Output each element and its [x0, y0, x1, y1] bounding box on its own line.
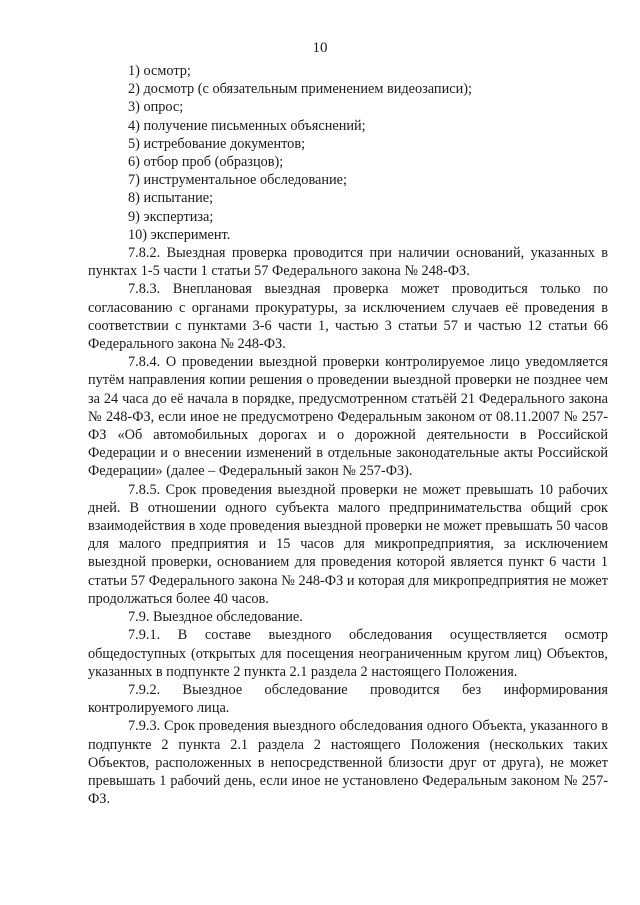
list-item: 6) отбор проб (образцов); [128, 154, 284, 171]
section-heading-7-9: 7.9. Выездное обследование. [128, 609, 303, 626]
inspection-actions-list [88, 62, 608, 244]
list-item: 1) осмотр; [128, 63, 191, 79]
list-item: 5) истребование документов; [128, 135, 306, 152]
paragraph-7-9-1: 7.9.1. В составе выездного обследования осуществляется осмотр общедоступных (открытых для посещения неограниченным кругом лиц) Объектов, указанных в подпункте 2 пункта 2.1 раздела 2 настоящего Положения. [88, 627, 608, 680]
list-item: 7) инструментальное обследование; [128, 172, 347, 189]
paragraph-7-9-2: 7.9.2. Выездное обследование проводится без информирования контролируемого лица. [88, 681, 608, 717]
list-item: 2) досмотр (с обязательным применением видеозаписи); [128, 81, 472, 98]
list-item: 10) эксперимент. [128, 226, 231, 243]
paragraph-7-8-4: 7.8.4. О проведении выездной проверки контролируемое лицо уведомляется путём направления копии решения о проведении выездной проверки не позднее чем за 24 часа до её начала в порядке, предусмотренном статьёй 21 Федерального закона № 248-ФЗ, если иное не предусмотрено Федеральным законом от 08.11.2007 № 257-ФЗ «Об автомобильных дорогах и о дорожной деятельности в Российской Федерации и о внесении изменений в отдельные законодательные акты Российской Федерации» (далее – Федеральный закон № 257-ФЗ). [88, 354, 608, 480]
list-item: 3) опрос; [128, 99, 184, 116]
paragraph-7-8-5: 7.8.5. Срок проведения выездной проверки не может превышать 10 рабочих дней. В отношении одного субъекта малого предпринимательства общий срок взаимодействия в ходе проведения выездной проверки не может превышать 50 часов для малого предприятия и 15 часов для микропредприятия, за исключением выездной проверки, основанием для проведения которой является пункт 6 части 1 статьи 57 Федерального закона № 248-ФЗ и которая для микропредприятия не может продолжаться более 40 часов. [88, 481, 608, 607]
document-body [88, 62, 608, 808]
paragraph-7-8-2: 7.8.2. Выездная проверка проводится при наличии оснований, указанных в пунктах 1-5 части 1 статьи 57 Федерального закона № 248-ФЗ. [88, 245, 608, 280]
page-number: 10 [312, 40, 328, 56]
paragraph-7-8-3: 7.8.3. Внеплановая выездная проверка может проводиться только по согласованию с органами прокуратуры, за исключением случаев её проведения в соответствии с пунктами 3-6 части 1, частью 3 статьи 57 и частью 12 статьи 66 Федерального закона № 248-ФЗ. [88, 281, 608, 353]
list-item: 9) экспертиза; [128, 208, 214, 225]
list-item: 8) испытание; [128, 190, 214, 207]
paragraph-7-9-3: 7.9.3. Срок проведения выездного обследования одного Объекта, указанного в подпункте 2 пункта 2.1 раздела 2 настоящего Положения (нескольких таких Объектов, расположенных в непосредственной близости друг от друга), не может превышать 1 рабочий день, если иное не установлено Федеральным законом № 257-ФЗ. [88, 718, 608, 808]
list-item: 4) получение письменных объяснений; [128, 117, 366, 134]
